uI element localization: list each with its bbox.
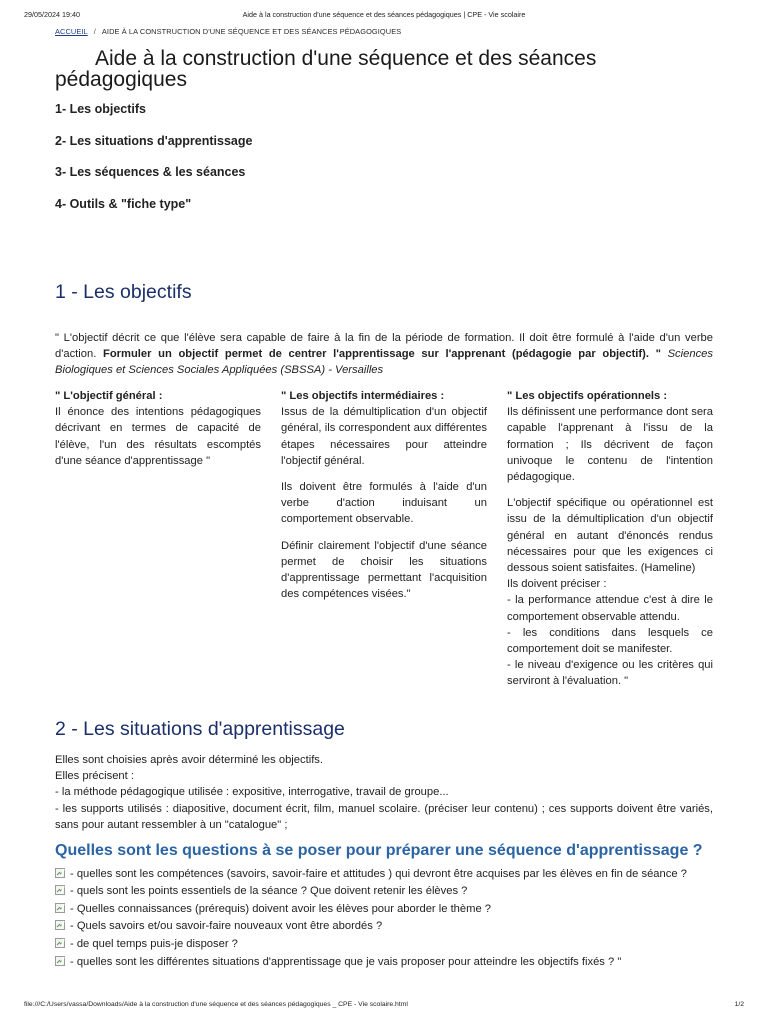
objective-operational-heading: " Les objectifs opérationnels :	[507, 390, 668, 402]
list-item	[55, 954, 621, 970]
list-item	[55, 918, 382, 934]
section2-heading: 2 - Les situations d'apprentissage	[55, 718, 345, 740]
list-item	[55, 866, 687, 882]
print-date: 29/05/2024 19:40	[24, 10, 80, 19]
section1-heading: 1 - Les objectifs	[55, 281, 192, 303]
intro-source: Sciences Biologiques et Sciences Sociales Appliquées (SBSSA) - Versailles	[55, 348, 713, 377]
section2-line: Elles sont choisies après avoir déterminé les objectifs.	[55, 754, 324, 766]
section2-text	[55, 752, 713, 833]
print-file-path: file:///C:/Users/vassa/Downloads/Aide à la construction d'une séquence et des séances pédagogiques _ CPE - Vie scolaire.html	[24, 1001, 408, 1008]
broken-image-icon	[55, 920, 66, 930]
list-item	[55, 883, 467, 899]
broken-image-icon	[55, 868, 66, 878]
section2-line: Elles précisent :	[55, 770, 134, 783]
broken-image-icon	[55, 903, 66, 913]
question-text: - quelles sont les compétences (savoirs, savoir-faire et attitudes ) qui devront être acquises par les élèves en fin de séance ?	[70, 868, 687, 880]
objective-intermediate-heading: " Les objectifs intermédiaires :	[281, 390, 445, 402]
print-header	[24, 10, 744, 22]
print-page-number: 1/2	[734, 1001, 744, 1008]
breadcrumb	[55, 27, 401, 36]
list-item	[55, 936, 238, 952]
breadcrumb-current: AIDE À LA CONSTRUCTION D'UNE SÉQUENCE ET DES SÉANCES PÉDAGOGIQUES	[101, 27, 402, 36]
objective-intermediate-column	[281, 388, 487, 612]
toc-link-sequences[interactable]: 3- Les séquences & les séances	[55, 165, 246, 179]
intro-quote: " L'objectif décrit ce que l'élève sera capable de faire à la fin de la période de formation. Il doit être formulé à l'aide d'un verbe d'action.	[55, 332, 713, 361]
objective-operational-text-4: - la performance attendue c'est à dire le comportement observable attendu.	[507, 594, 713, 623]
objective-general-column	[55, 388, 261, 469]
objective-operational-text-3: Ils doivent préciser :	[507, 578, 607, 591]
question-text: - Quelles connaissances (prérequis) doivent avoir les élèves pour aborder le thème ?	[70, 903, 491, 915]
toc-link-situations[interactable]: 2- Les situations d'apprentissage	[55, 134, 253, 148]
objective-intermediate-text-1: Issus de la démultiplication d'un objectif général, ils correspondent aux différentes étapes nécessaires pour atteindre l'objectif général.	[281, 406, 487, 467]
objective-operational-text-1: Ils définissent une performance dont sera capable l'apprenant à l'issu de la formation ; Ils décrivent de façon univoque le contenu de l'intention pédagogique.	[507, 406, 713, 484]
objective-operational-text-5: - les conditions dans lesquels ce comportement doit se manifester.	[507, 626, 713, 656]
questions-heading: Quelles sont les questions à se poser pour préparer une séquence d'apprentissage ?	[55, 842, 703, 859]
question-text: - Quels savoirs et/ou savoir-faire nouveaux vont être abordés ?	[70, 920, 383, 932]
page-title: Aide à la construction d'une séquence et des séances pédagogiques	[55, 47, 597, 91]
objective-general-heading: " L'objectif général :	[55, 390, 163, 402]
section2-line: - les supports utilisés : diapositive, document écrit, film, manuel scolaire. (préciser leur contenu) ; ces supports doivent être variés, sans pour autant ressembler à un "catalogue" ;	[55, 802, 713, 831]
section2-line: - la méthode pédagogique utilisée : expositive, interrogative, travail de groupe...	[55, 786, 449, 799]
list-item	[55, 901, 491, 917]
broken-image-icon	[55, 885, 66, 895]
section1-intro	[55, 330, 713, 379]
breadcrumb-separator: /	[93, 27, 96, 36]
objective-operational-column	[507, 388, 713, 690]
toc-link-outils[interactable]: 4- Outils & "fiche type"	[55, 197, 192, 211]
broken-image-icon	[55, 956, 66, 966]
breadcrumb-home-link[interactable]: ACCUEIL	[55, 27, 88, 36]
objective-operational-text-2: L'objectif spécifique ou opérationnel est issu de la démultiplication d'un objectif général en autant d'énoncés rendus nécessaires pour que les exigences ci dessous soient satisfaites. (Hameline)	[507, 497, 713, 575]
objective-intermediate-text-3: Définir clairement l'objectif d'une séance permet de choisir les situations d'apprentissage permettant l'acquisition des compétences visées."	[281, 539, 487, 601]
broken-image-icon	[55, 938, 66, 948]
question-text: - de quel temps puis-je disposer ?	[70, 938, 238, 950]
objective-intermediate-text-2: Ils doivent être formulés à l'aide d'un verbe d'action induisant un comportement observable.	[281, 481, 487, 526]
print-page-title: Aide à la construction d'une séquence et des séances pédagogiques | CPE - Vie scolaire	[242, 10, 526, 19]
question-text: - quels sont les points essentiels de la séance ? Que doivent retenir les élèves ?	[70, 885, 468, 897]
objective-operational-text-6: - le niveau d'exigence ou les critères qui serviront à l'évaluation. "	[507, 659, 713, 688]
objective-general-text: Il énonce des intentions pédagogiques décrivant en termes de capacité de l'élève, l'un des résultats escomptés d'une séance d'apprentissage "	[55, 406, 261, 467]
toc-link-objectifs[interactable]: 1- Les objectifs	[55, 102, 146, 116]
print-footer	[24, 1001, 744, 1011]
question-text: - quelles sont les différentes situations d'apprentissage que je vais proposer pour atteindre les objectifs fixés ? "	[70, 956, 622, 968]
intro-bold: Formuler un objectif permet de centrer l'apprentissage sur l'apprenant (pédagogie par objectif). "	[102, 348, 661, 361]
